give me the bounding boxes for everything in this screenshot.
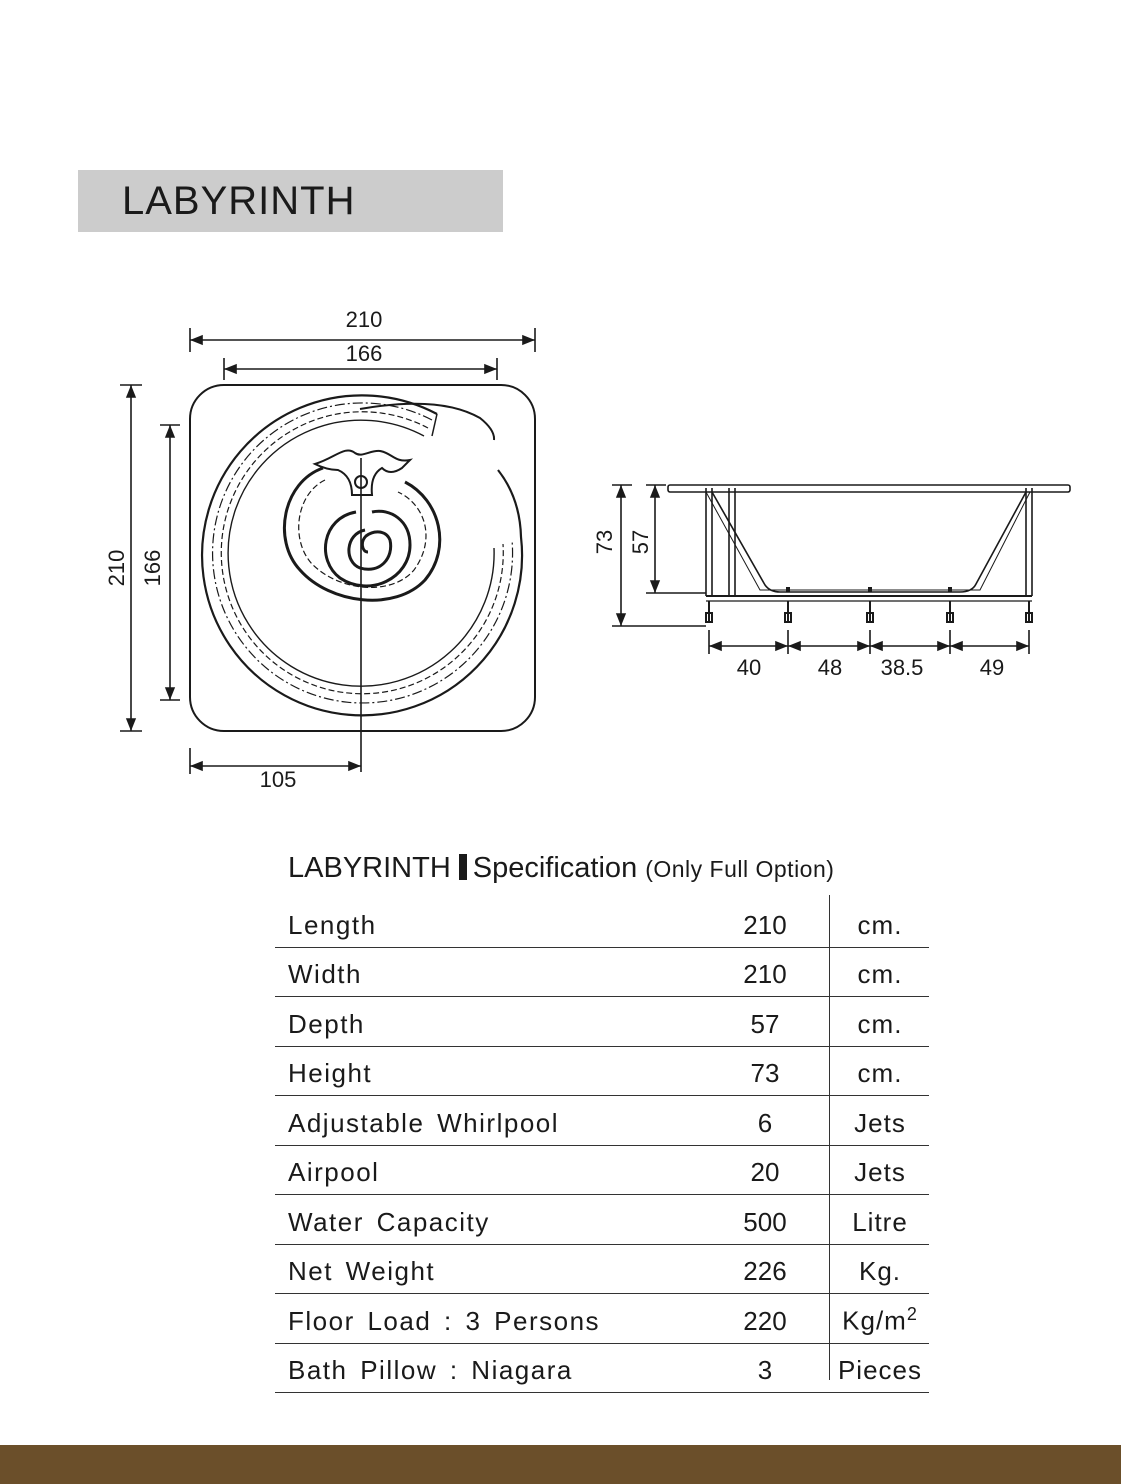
spec-title: Specification [472, 852, 638, 884]
leg-spacing-2: 48 [817, 655, 843, 680]
spec-value: 226 [743, 1256, 787, 1286]
spec-unit [831, 910, 929, 941]
spec-row [275, 1245, 929, 1295]
spec-row [275, 1294, 929, 1344]
spec-label: Width [288, 959, 362, 989]
spec-value: 3 [757, 1355, 773, 1385]
dim-outer-width: 210 [345, 307, 383, 332]
spec-value: 220 [743, 1305, 787, 1336]
spec-label: Height [288, 1058, 373, 1088]
spec-value: 57 [750, 1008, 780, 1039]
spec-unit-text: cm. [857, 959, 903, 989]
tub-outline-top [190, 385, 535, 731]
spec-product-name: LABYRINTH [288, 852, 451, 884]
spec-unit-text: Kg. [858, 1256, 902, 1286]
leg-spacing-1: 40 [736, 655, 762, 680]
leg-spacing-3: 38.5 [880, 655, 924, 680]
spec-unit [831, 1009, 929, 1040]
spec-value: 210 [743, 909, 787, 940]
spec-value: 73 [750, 1058, 780, 1088]
spec-heading [288, 852, 834, 885]
unit-column-divider [829, 895, 830, 1380]
spec-unit-text: cm. [857, 909, 903, 940]
dim-center: 105 [259, 767, 297, 792]
spec-unit [831, 1157, 929, 1188]
spec-row [275, 948, 929, 998]
spec-unit-text: Jets [854, 1107, 906, 1138]
dim-outer-height: 210 [104, 549, 129, 587]
spec-unit [831, 1256, 929, 1287]
spec-unit [831, 1207, 929, 1238]
spec-unit-text: Jets [854, 1157, 906, 1187]
spec-label: Bath Pillow : Niagara [288, 1355, 573, 1385]
footer-band [0, 1445, 1121, 1484]
spec-row [275, 1344, 929, 1394]
spec-row [275, 1195, 929, 1245]
spec-label: Adjustable Whirlpool [288, 1107, 560, 1138]
spec-label: Floor Load : 3 Persons [288, 1305, 601, 1336]
spec-row [275, 1047, 929, 1097]
spec-unit-superscript: 2 [906, 1303, 918, 1324]
spec-note: (Only Full Option) [645, 856, 835, 882]
spec-label: Length [288, 909, 377, 940]
page-title: LABYRINTH [122, 179, 356, 223]
spec-row [275, 997, 929, 1047]
spec-label: Net Weight [288, 1256, 436, 1286]
spec-unit [831, 1058, 929, 1089]
dim-inner-width: 166 [345, 341, 383, 366]
side-view-drawing [668, 485, 1070, 622]
spec-unit-text: Pieces [837, 1355, 923, 1385]
spec-table [275, 898, 929, 1393]
dim-depth: 57 [628, 529, 653, 555]
top-view-dimensions [120, 328, 535, 774]
top-view-drawing [190, 385, 535, 772]
dim-inner-height: 166 [140, 549, 165, 587]
spec-unit-text: Litre [852, 1206, 908, 1237]
spec-unit [831, 1355, 929, 1386]
spec-unit [831, 959, 929, 990]
side-view-dimensions [612, 485, 1029, 654]
spec-unit [831, 1108, 929, 1139]
tub-rim-outer [202, 395, 522, 715]
legs [706, 601, 1032, 622]
spec-unit [831, 1304, 929, 1337]
spec-row [275, 898, 929, 948]
spec-value: 6 [757, 1107, 773, 1138]
spec-label: Water Capacity [288, 1206, 490, 1237]
spec-unit-text: cm. [857, 1008, 903, 1039]
spec-label: Airpool [288, 1157, 380, 1187]
spec-value: 210 [743, 959, 787, 989]
spec-row [275, 1096, 929, 1146]
leg-spacing-4: 49 [979, 655, 1005, 680]
spec-value: 20 [750, 1157, 780, 1187]
dim-height: 73 [592, 529, 617, 555]
spec-row [275, 1146, 929, 1196]
spec-value: 500 [743, 1206, 787, 1237]
spec-label: Depth [288, 1008, 365, 1039]
spec-separator [459, 854, 467, 880]
tub-body-side [712, 492, 1026, 592]
spec-unit-text: cm. [857, 1058, 903, 1088]
spec-unit-text: Kg/m [842, 1305, 907, 1336]
